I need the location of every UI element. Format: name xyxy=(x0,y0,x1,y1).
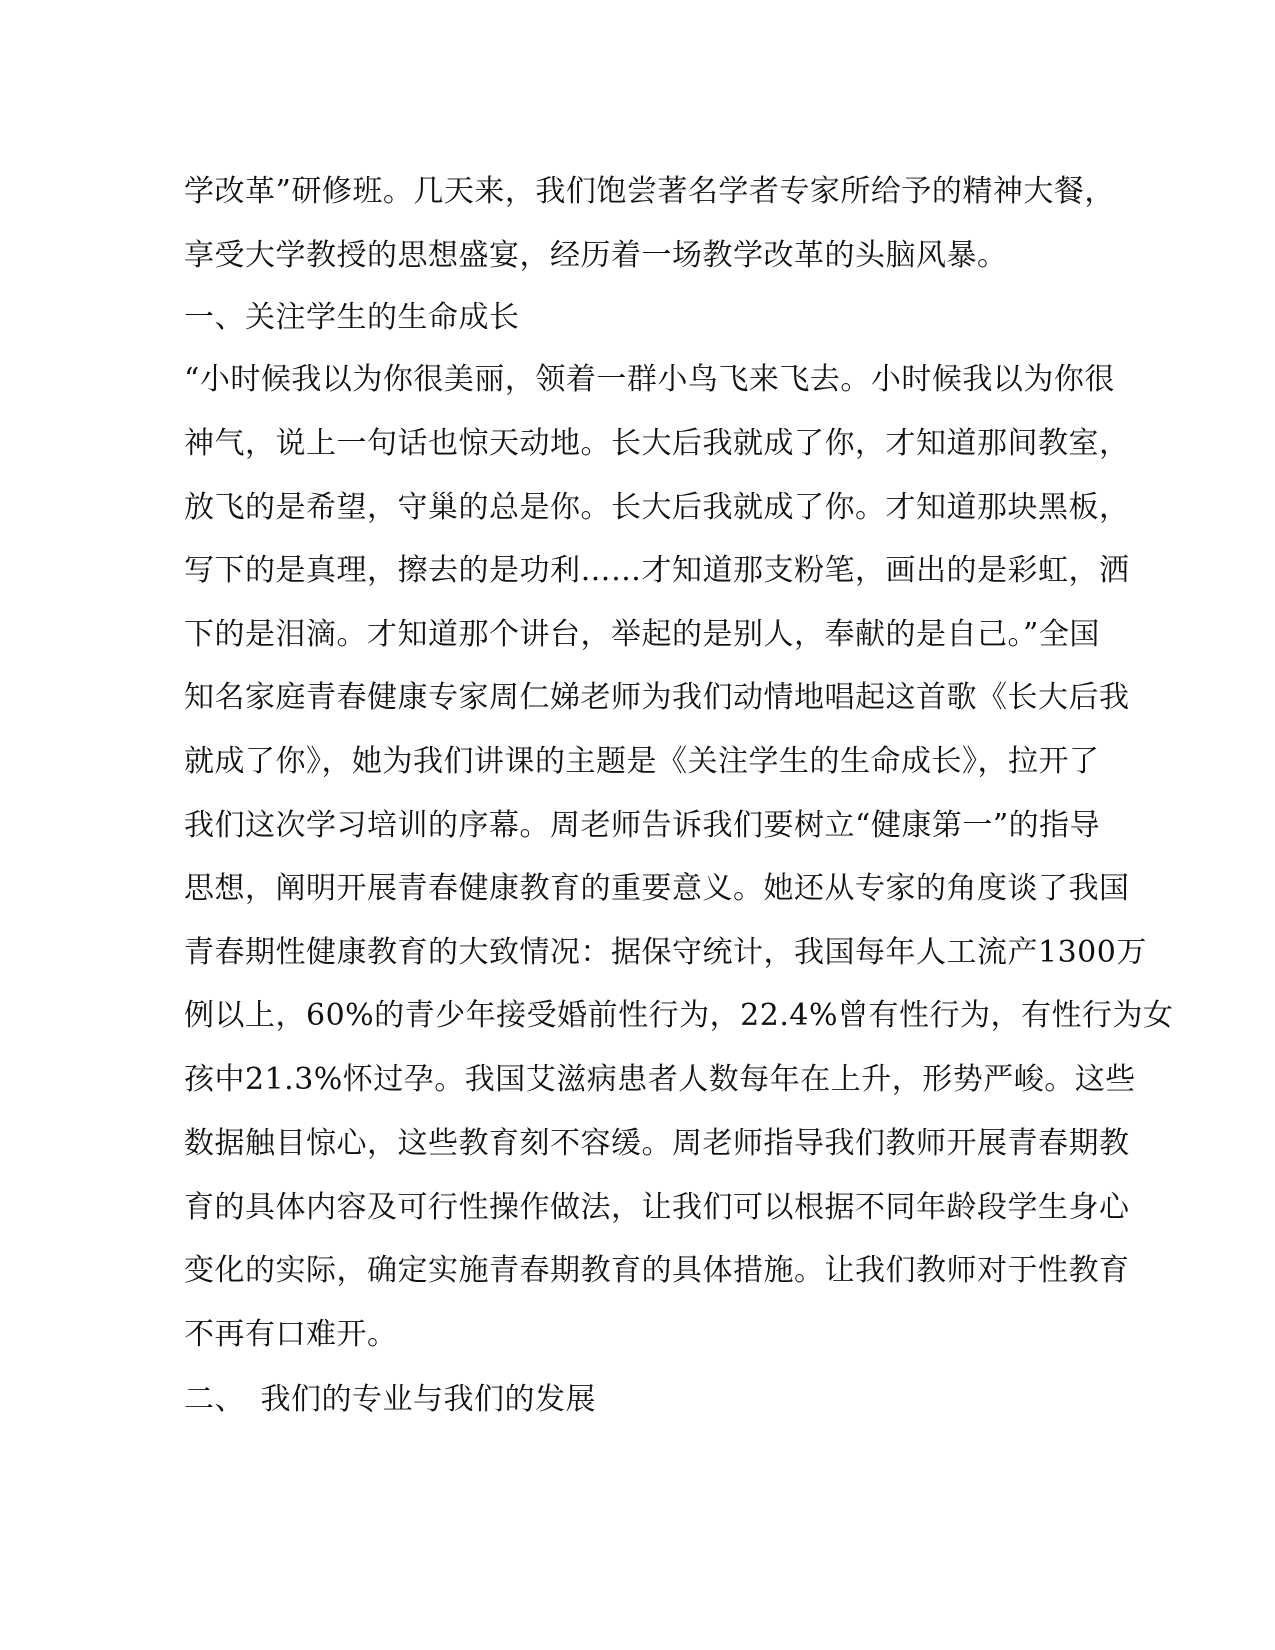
text-line: 不再有口难开。 xyxy=(184,1317,398,1352)
text-line: 变化的实际，确定实施青春期教育的具体措施。让我们教师对于性教育 xyxy=(184,1253,1130,1288)
text-line: 学改革”研修班。几天来，我们饱尝著名学者专家所给予的精神大餐， xyxy=(184,174,1115,209)
text-line: 我们这次学习培训的序幕。周老师告诉我们要树立“健康第一”的指导 xyxy=(184,808,1101,843)
text-line: 神气，说上一句话也惊天动地。长大后我就成了你，才知道那间教室， xyxy=(184,426,1130,461)
text-line: “小时候我以为你很美丽，领着一群小鸟飞来飞去。小时候我以为你很 xyxy=(184,362,1115,397)
text-line: 放飞的是希望，守巢的总是你。长大后我就成了你。才知道那块黑板， xyxy=(184,490,1130,525)
text-line: 写下的是真理，擦去的是功利……才知道那支粉笔，画出的是彩虹，洒 xyxy=(184,553,1130,588)
section-heading-1: 一、关注学生的生命成长 xyxy=(184,300,520,335)
text-line: 例以上，60%的青少年接受婚前性行为，22.4%曾有性行为，有性行为女 xyxy=(184,998,1174,1033)
text-line: 就成了你》，她为我们讲课的主题是《关注学生的生命成长》，拉开了 xyxy=(184,744,1100,779)
text-line: 下的是泪滴。才知道那个讲台，举起的是别人，奉献的是自己。”全国 xyxy=(184,617,1100,652)
text-line: 青春期性健康教育的大致情况：据保守统计，我国每年人工流产1300万 xyxy=(184,935,1147,970)
text-line: 育的具体内容及可行性操作做法，让我们可以根据不同年龄段学生身心 xyxy=(184,1190,1130,1225)
text-line: 思想，阐明开展青春健康教育的重要意义。她还从专家的角度谈了我国 xyxy=(184,871,1130,906)
text-line: 数据触目惊心，这些教育刻不容缓。周老师指导我们教师开展青春期教 xyxy=(184,1126,1130,1161)
text-line: 知名家庭青春健康专家周仁娣老师为我们动情地唱起这首歌《长大后我 xyxy=(184,680,1130,715)
text-line: 享受大学教授的思想盛宴，经历着一场教学改革的头脑风暴。 xyxy=(184,238,1008,273)
section-heading-2: 二、 我们的专业与我们的发展 xyxy=(184,1382,596,1417)
text-line: 孩中21.3%怀过孕。我国艾滋病患者人数每年在上升，形势严峻。这些 xyxy=(184,1062,1136,1097)
